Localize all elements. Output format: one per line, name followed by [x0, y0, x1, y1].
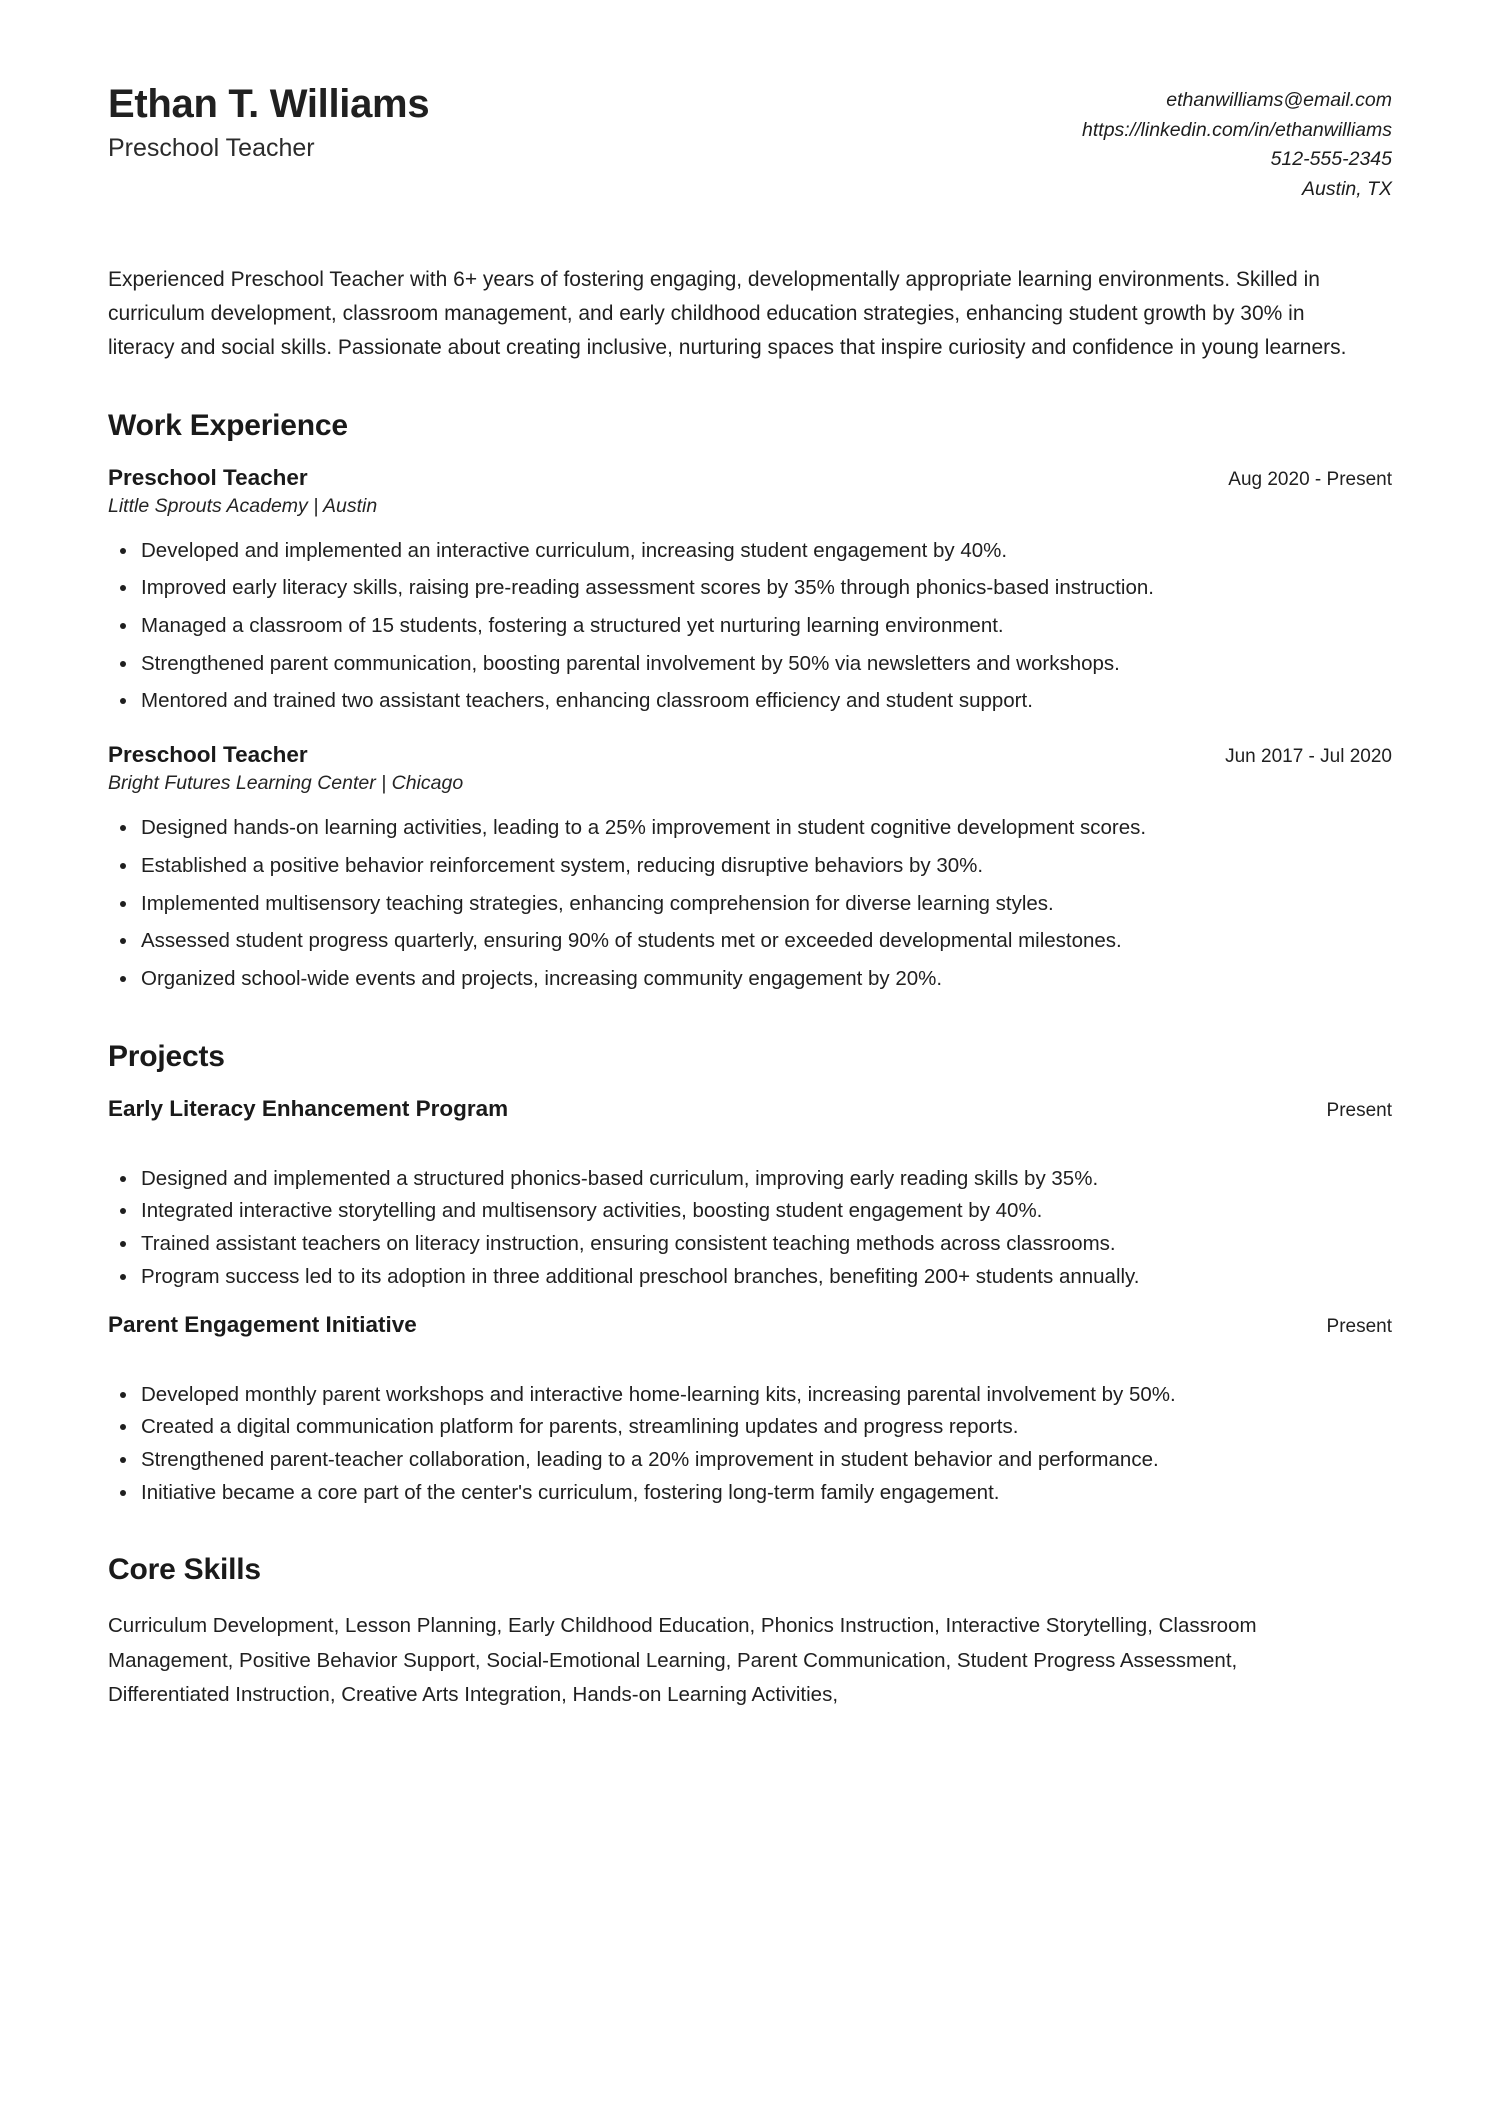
project-entry: [108, 1312, 1392, 1508]
project-entry-head: [108, 1096, 1392, 1122]
work-entry-role: Preschool Teacher: [108, 464, 308, 490]
bullet-item: Established a positive behavior reinforcement system, reducing disruptive behaviors by 30%.: [108, 851, 1392, 881]
work-entry-date: Jun 2017 - Jul 2020: [1225, 746, 1392, 768]
section-projects: [108, 1040, 1392, 1508]
work-entry-organization: Little Sprouts Academy | Austin: [108, 494, 378, 517]
project-entry: [108, 1096, 1392, 1292]
candidate-job-title: Preschool Teacher: [108, 133, 315, 162]
candidate-name: Ethan T. Williams: [108, 82, 430, 126]
work-entry-head: [108, 465, 1392, 491]
bullet-item: Program success led to its adoption in three additional preschool branches, benefiting 200+ students annually.: [108, 1262, 1392, 1292]
identity-block: [108, 78, 429, 163]
project-bullets: [108, 1380, 1392, 1508]
bullet-item: Organized school-wide events and projects, increasing community engagement by 20%.: [108, 964, 1392, 994]
project-entry-head: [108, 1312, 1392, 1338]
resume-header: [108, 78, 1392, 205]
contact-email[interactable]: ethanwilliams@email.com: [1166, 89, 1392, 111]
contact-phone[interactable]: 512-555-2345: [1270, 148, 1392, 171]
contact-linkedin[interactable]: https://linkedin.com/in/ethanwilliams: [1082, 118, 1392, 141]
contact-location: Austin, TX: [1302, 177, 1392, 200]
work-entry: [108, 465, 1392, 717]
project-title: Parent Engagement Initiative: [108, 1311, 417, 1337]
section-heading-projects: Projects: [108, 1039, 225, 1073]
bullet-item: Created a digital communication platform for parents, streamlining updates and progress reports.: [108, 1412, 1392, 1442]
project-bullets: [108, 1164, 1392, 1292]
section-heading-core-skills: Core Skills: [108, 1553, 261, 1587]
professional-summary: Experienced Preschool Teacher with 6+ years of fostering engaging, developmentally appropriate learning environments. Skilled in curriculum development, classroom management, and early childhood education strategies, enhancing student growth by 30% in literacy and social skills. Passionate about creating inclusive, nurturing spaces that inspire curiosity and confidence in young learners.: [108, 267, 1347, 359]
section-core-skills: [108, 1553, 1392, 1712]
bullet-item: Developed monthly parent workshops and interactive home-learning kits, increasing parental involvement by 50%.: [108, 1380, 1392, 1410]
bullet-item: Initiative became a core part of the center's curriculum, fostering long-term family engagement.: [108, 1478, 1392, 1508]
bullet-item: Strengthened parent-teacher collaboration, leading to a 20% improvement in student behavior and performance.: [108, 1445, 1392, 1475]
bullet-item: Designed hands-on learning activities, leading to a 25% improvement in student cognitive development scores.: [108, 813, 1392, 843]
bullet-item: Managed a classroom of 15 students, fostering a structured yet nurturing learning environment.: [108, 611, 1392, 641]
bullet-item: Designed and implemented a structured phonics-based curriculum, improving early reading skills by 35%.: [108, 1164, 1392, 1194]
contact-block: [1082, 78, 1392, 205]
bullet-item: Assessed student progress quarterly, ensuring 90% of students met or exceeded developmental milestones.: [108, 926, 1392, 956]
bullet-item: Integrated interactive storytelling and multisensory activities, boosting student engagement by 40%.: [108, 1196, 1392, 1226]
bullet-item: Strengthened parent communication, boosting parental involvement by 50% via newsletters and workshops.: [108, 649, 1392, 679]
bullet-item: Mentored and trained two assistant teachers, enhancing classroom efficiency and student support.: [108, 686, 1392, 716]
work-entry-role: Preschool Teacher: [108, 742, 308, 768]
work-entry-head: [108, 742, 1392, 768]
project-title: Early Literacy Enhancement Program: [108, 1095, 509, 1121]
project-date: Present: [1326, 1099, 1392, 1121]
core-skills-list: Curriculum Development, Lesson Planning, Early Childhood Education, Phonics Instruction, Interactive Storytelling, Classroom Management, Positive Behavior Support, Social-Emotional Learning, Parent Communication, Student Progress Assessment, Differentiated Instruction, Creative Arts Integration, Hands-on Learning Activities,: [108, 1614, 1257, 1707]
project-date: Present: [1326, 1315, 1392, 1337]
bullet-item: Developed and implemented an interactive curriculum, increasing student engagement by 40%.: [108, 536, 1392, 566]
bullet-item: Implemented multisensory teaching strategies, enhancing comprehension for diverse learning styles.: [108, 889, 1392, 919]
work-entry-date: Aug 2020 - Present: [1228, 468, 1392, 490]
section-work-experience: [108, 409, 1392, 994]
work-entry-bullets: [108, 536, 1392, 717]
work-entry-bullets: [108, 813, 1392, 994]
work-entry-organization: Bright Futures Learning Center | Chicago: [108, 772, 464, 795]
bullet-item: Improved early literacy skills, raising pre-reading assessment scores by 35% through phonics-based instruction.: [108, 573, 1392, 603]
bullet-item: Trained assistant teachers on literacy instruction, ensuring consistent teaching methods across classrooms.: [108, 1229, 1392, 1259]
section-heading-work-experience: Work Experience: [108, 408, 348, 442]
work-entry: [108, 742, 1392, 994]
